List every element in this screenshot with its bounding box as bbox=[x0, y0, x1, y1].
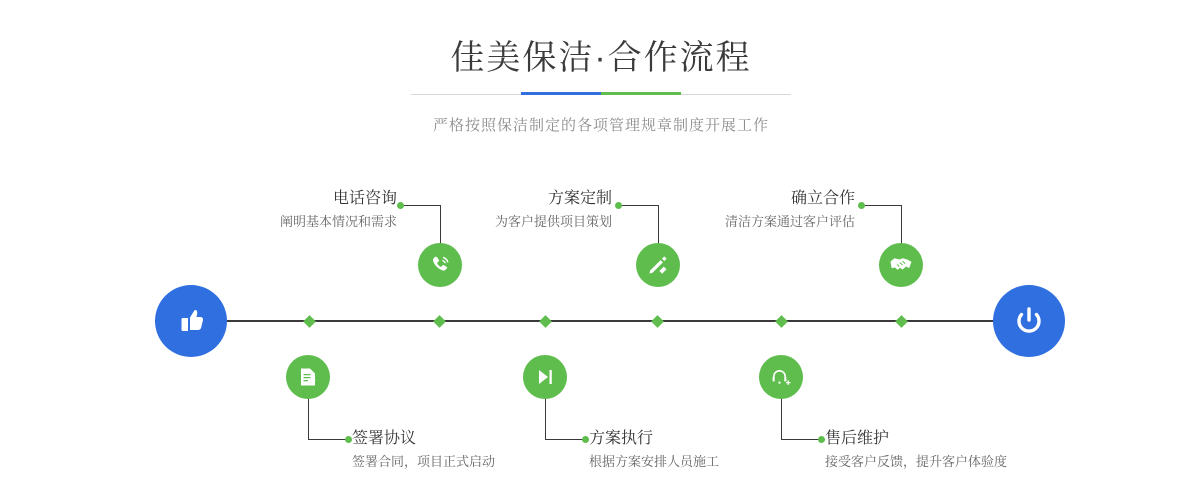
power-icon bbox=[993, 285, 1065, 357]
divider-accent-blue bbox=[521, 92, 601, 95]
connector-stem bbox=[545, 398, 546, 439]
step-desc: 阐明基本情况和需求 bbox=[279, 214, 397, 229]
divider-accent-green bbox=[601, 92, 681, 95]
step-desc: 根据方案安排人员施工 bbox=[589, 454, 720, 469]
connector-stem bbox=[545, 439, 585, 440]
axis-node-dot bbox=[651, 315, 664, 328]
step-name: 签署协议 bbox=[352, 430, 417, 447]
pen-ruler-icon bbox=[636, 243, 680, 287]
title-divider bbox=[411, 88, 791, 102]
axis-node-dot bbox=[433, 315, 446, 328]
axis-node-dot bbox=[303, 315, 316, 328]
axis-node-dot bbox=[895, 315, 908, 328]
connector-dot bbox=[582, 436, 589, 443]
connector-dot bbox=[818, 436, 825, 443]
step-label-4 bbox=[589, 428, 719, 472]
step-name: 售后维护 bbox=[825, 430, 890, 447]
connector-stem bbox=[440, 205, 441, 245]
phone-call-icon bbox=[418, 243, 462, 287]
step-desc: 接受客户反馈，提升客户体验度 bbox=[825, 454, 1008, 469]
step-label-5 bbox=[705, 188, 855, 232]
step-desc: 签署合同，项目正式启动 bbox=[352, 454, 496, 469]
step-label-1 bbox=[252, 188, 397, 232]
step-label-3 bbox=[462, 188, 612, 232]
connector-stem bbox=[781, 398, 782, 439]
diagram-header bbox=[0, 0, 1202, 135]
handshake-icon bbox=[879, 243, 923, 287]
connector-stem bbox=[400, 205, 440, 206]
timeline-axis bbox=[155, 320, 1055, 322]
connector-stem bbox=[308, 398, 309, 439]
connector-stem bbox=[618, 205, 658, 206]
step-label-6 bbox=[825, 428, 1007, 472]
document-edit-icon bbox=[286, 355, 330, 399]
axis-node-dot bbox=[775, 315, 788, 328]
step-desc: 为客户提供项目策划 bbox=[494, 214, 612, 229]
step-label-2 bbox=[352, 428, 495, 472]
connector-stem bbox=[658, 205, 659, 245]
connector-stem bbox=[901, 205, 902, 245]
step-desc: 清洁方案通过客户评估 bbox=[724, 214, 855, 229]
support-agent-icon bbox=[759, 355, 803, 399]
connector-dot bbox=[615, 202, 622, 209]
page-subtitle: 严格按照保洁制定的各项管理规章制度开展工作 bbox=[432, 117, 769, 134]
axis-node-dot bbox=[539, 315, 552, 328]
step-name: 方案定制 bbox=[547, 190, 612, 207]
connector-stem bbox=[308, 439, 348, 440]
connector-stem bbox=[781, 439, 821, 440]
step-name: 方案执行 bbox=[589, 430, 654, 447]
connector-dot bbox=[858, 202, 865, 209]
step-name: 电话咨询 bbox=[332, 190, 397, 207]
play-forward-icon bbox=[523, 355, 567, 399]
thumbs-up-icon bbox=[155, 285, 227, 357]
page-title: 佳美保洁·合作流程 bbox=[450, 39, 752, 77]
step-name: 确立合作 bbox=[790, 190, 855, 207]
connector-dot bbox=[397, 202, 404, 209]
connector-dot bbox=[345, 436, 352, 443]
connector-stem bbox=[861, 205, 901, 206]
